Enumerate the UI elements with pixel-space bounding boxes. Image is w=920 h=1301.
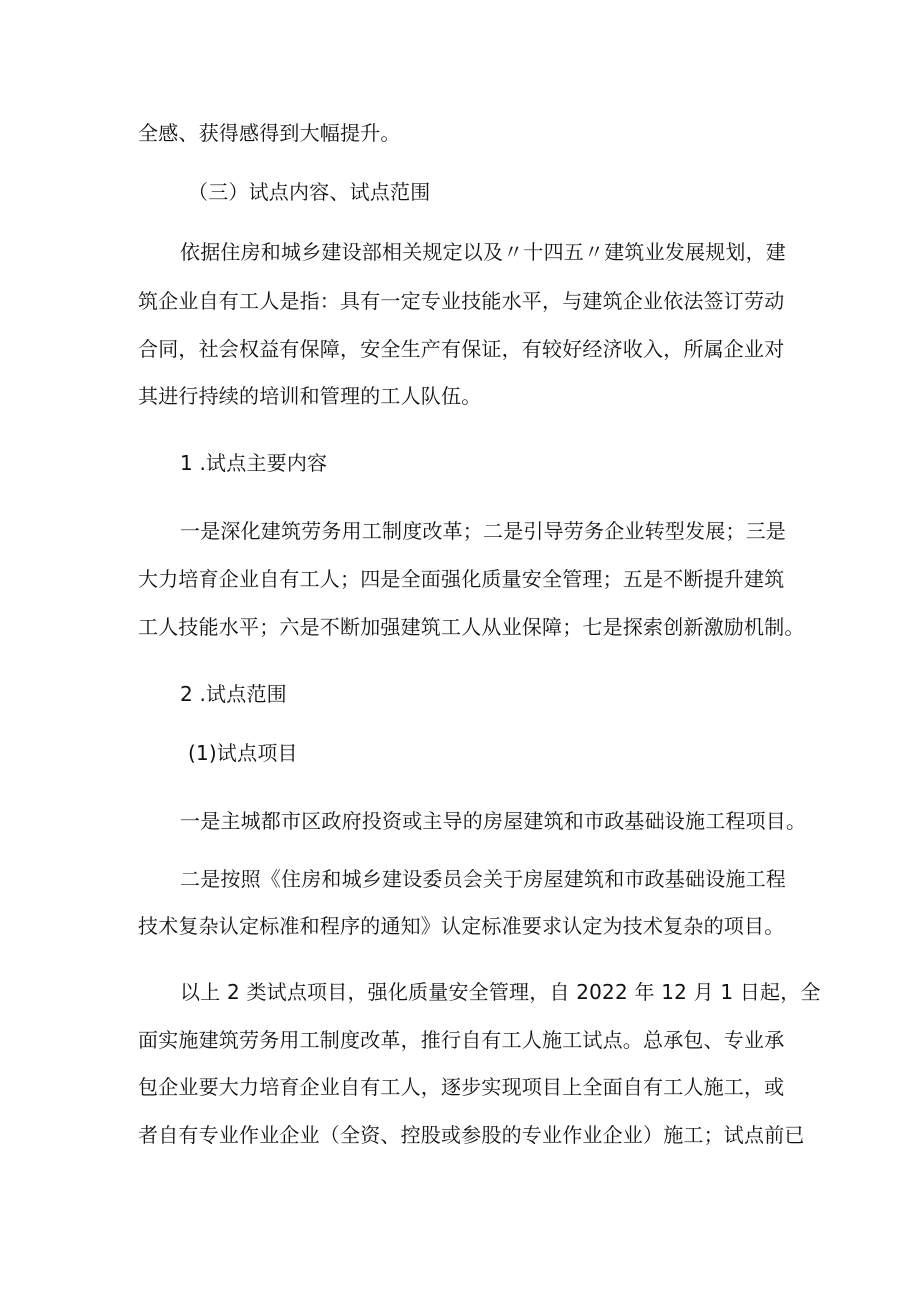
subheading: (1)试点项目 [188,741,298,765]
paragraph-line: 其进行持续的培训和管理的工人队伍。 [138,384,482,408]
paragraph-line: 面实施建筑劳务用工制度改革，推行自有工人施工试点。总承包、专业承 [138,1028,785,1052]
paragraph-line: 技术复杂认定标准和程序的通知》认定标准要求认定为技术复杂的项目。 [138,914,785,938]
paragraph-line: 全感、获得感得到大幅提升。 [138,121,401,145]
paragraph-line: 大力培育企业自有工人；四是全面强化质量安全管理；五是不断提升建筑 [138,567,785,591]
paragraph-line: 筑企业自有工人是指：具有一定专业技能水平，与建筑企业依法签订劳动 [138,289,785,313]
paragraph-line: 工人技能水平；六是不断加强建筑工人从业保障；七是探索创新激励机制。 [138,615,805,639]
paragraph-line: 以上 2 类试点项目，强化质量安全管理，自 2022 年 12 月 1 日起，全 [180,980,821,1004]
paragraph-line: 者自有专业作业企业（全资、控股或参股的专业作业企业）施工；试点前已 [138,1123,805,1147]
paragraph-line: 依据住房和城乡建设部相关规定以及〃十四五〃建筑业发展规划，建 [180,240,786,264]
paragraph-line: 合同，社会权益有保障，安全生产有保证，有较好经济收入，所属企业对 [138,337,785,361]
subheading: 2 .试点范围 [180,682,287,706]
paragraph-line: 一是深化建筑劳务用工制度改革；二是引导劳务企业转型发展；三是 [180,519,786,543]
paragraph-line: 包企业要大力培育企业自有工人，逐步实现项目上全面自有工人施工，或 [138,1075,785,1099]
section-heading: （三）试点内容、试点范围 [188,180,431,204]
paragraph-line: 一是主城都市区政府投资或主导的房屋建筑和市政基础设施工程项目。 [180,809,807,833]
subheading: 1 .试点主要内容 [180,451,328,475]
paragraph-line: 二是按照《住房和城乡建设委员会关于房屋建筑和市政基础设施工程 [180,867,786,891]
